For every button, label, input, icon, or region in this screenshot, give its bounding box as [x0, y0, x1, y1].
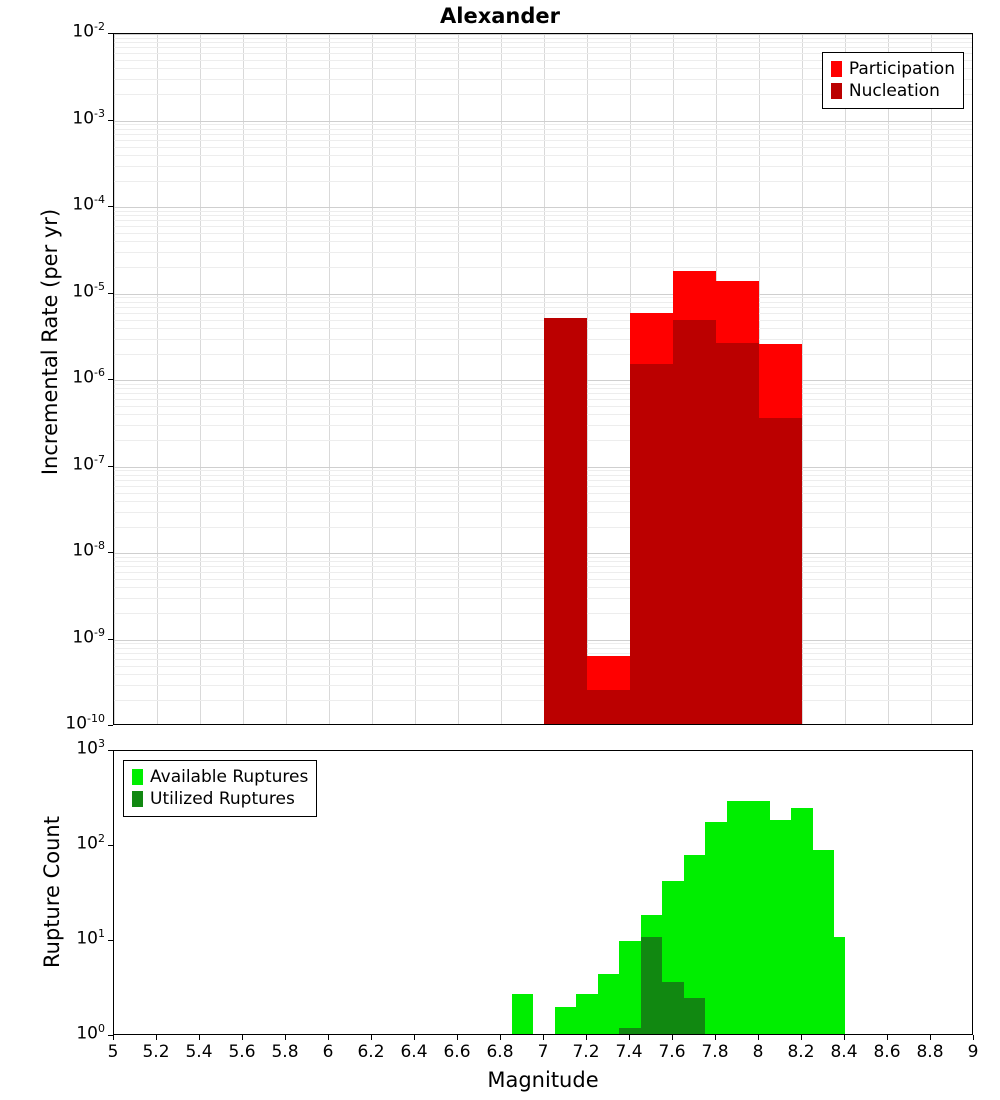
incremental-rate-panel	[113, 33, 973, 725]
y-tick-mark	[108, 379, 113, 380]
bar-utilized-ruptures	[684, 998, 706, 1035]
bar-nucleation	[630, 364, 673, 725]
legend-top	[822, 52, 964, 109]
y-tick-mark	[108, 940, 113, 941]
x-tick-label: 6.6	[443, 1042, 471, 1062]
x-tick-mark	[285, 1035, 286, 1040]
legend-label-available-ruptures: Available Ruptures	[150, 767, 309, 787]
x-tick-label: 6	[322, 1042, 334, 1062]
x-axis-label: Magnitude	[487, 1068, 599, 1092]
legend-label-nucleation: Nucleation	[848, 81, 940, 101]
bar-utilized-ruptures	[662, 982, 684, 1035]
x-tick-label: 8.8	[916, 1042, 944, 1062]
x-tick-label: 8	[752, 1042, 764, 1062]
y-tick-mark	[108, 750, 113, 751]
y-tick-mark	[108, 845, 113, 846]
y-tick-label: $10^3$	[76, 737, 105, 759]
y-tick-mark	[108, 293, 113, 294]
y-axis-label-bottom: Rupture Count	[40, 816, 64, 968]
bar-available-ruptures	[619, 941, 641, 1035]
y-tick-label: $10^{-6}$	[72, 366, 105, 388]
y-tick-label: $10^{-4}$	[72, 193, 105, 215]
x-tick-mark	[457, 1035, 458, 1040]
x-tick-mark	[199, 1035, 200, 1040]
x-tick-label: 5.2	[142, 1042, 170, 1062]
x-tick-label: 9	[967, 1042, 979, 1062]
y-axis-label-top: Incremental Rate (per yr)	[38, 208, 62, 476]
x-tick-mark	[242, 1035, 243, 1040]
bar-available-ruptures	[705, 822, 727, 1035]
x-tick-label: 8.4	[830, 1042, 858, 1062]
bar-available-ruptures	[748, 801, 770, 1035]
bar-available-ruptures	[770, 820, 792, 1035]
x-tick-mark	[930, 1035, 931, 1040]
y-tick-mark	[108, 725, 113, 726]
bars-top	[114, 34, 972, 724]
x-tick-label: 6.4	[400, 1042, 428, 1062]
legend-bottom	[123, 760, 317, 817]
x-tick-label: 6.8	[486, 1042, 514, 1062]
y-tick-label: $10^{-8}$	[72, 539, 105, 561]
legend-label-participation: Participation	[848, 59, 955, 79]
x-tick-label: 7.8	[701, 1042, 729, 1062]
y-tick-mark	[108, 639, 113, 640]
x-tick-mark	[156, 1035, 157, 1040]
x-tick-label: 7.6	[658, 1042, 686, 1062]
legend-swatch-available-ruptures	[132, 769, 143, 785]
y-tick-mark	[108, 552, 113, 553]
legend-item-nucleation	[831, 80, 955, 102]
page-title: Alexander	[440, 4, 560, 28]
legend-item-participation	[831, 58, 955, 80]
x-tick-mark	[586, 1035, 587, 1040]
x-tick-label: 5.8	[271, 1042, 299, 1062]
x-tick-label: 5.4	[185, 1042, 213, 1062]
bar-utilized-ruptures	[641, 937, 663, 1035]
x-tick-mark	[715, 1035, 716, 1040]
legend-label-utilized-ruptures: Utilized Ruptures	[150, 789, 295, 809]
y-tick-label: $10^{-10}$	[65, 712, 105, 734]
bar-nucleation-extra	[759, 418, 802, 725]
bar-available-ruptures-tail	[824, 937, 846, 1035]
bar-nucleation	[716, 343, 759, 725]
y-tick-label: $10^1$	[76, 927, 105, 949]
bar-available-ruptures	[727, 801, 749, 1035]
bar-nucleation	[587, 690, 630, 725]
bar-available-ruptures	[598, 974, 620, 1035]
y-tick-label: $10^2$	[76, 832, 105, 854]
x-tick-mark	[500, 1035, 501, 1040]
y-tick-mark	[108, 206, 113, 207]
y-tick-label: $10^{-2}$	[72, 20, 105, 42]
y-tick-mark	[108, 33, 113, 34]
bar-nucleation	[673, 320, 716, 725]
bar-available-ruptures	[791, 808, 813, 1035]
x-tick-mark	[887, 1035, 888, 1040]
x-tick-label: 6.2	[357, 1042, 385, 1062]
legend-swatch-nucleation	[831, 83, 842, 99]
legend-swatch-utilized-ruptures	[132, 791, 143, 807]
y-tick-label: $10^0$	[76, 1022, 105, 1044]
rupture-count-panel	[113, 750, 973, 1035]
legend-item-utilized-ruptures	[132, 788, 308, 810]
x-tick-label: 7.4	[615, 1042, 643, 1062]
y-tick-label: $10^{-5}$	[72, 279, 105, 302]
x-tick-mark	[629, 1035, 630, 1040]
x-tick-label: 5.6	[228, 1042, 256, 1062]
y-tick-mark	[108, 120, 113, 121]
bar-available-ruptures	[555, 1007, 577, 1035]
x-tick-label: 7.2	[572, 1042, 600, 1062]
x-tick-mark	[543, 1035, 544, 1040]
y-tick-label: $10^{-3}$	[72, 106, 105, 129]
x-tick-label: 5	[107, 1042, 119, 1062]
x-tick-label: 8.6	[873, 1042, 901, 1062]
x-tick-mark	[758, 1035, 759, 1040]
y-tick-mark	[108, 466, 113, 467]
x-tick-mark	[672, 1035, 673, 1040]
x-tick-mark	[844, 1035, 845, 1040]
y-tick-label: $10^{-7}$	[72, 452, 105, 475]
x-tick-mark	[113, 1035, 114, 1040]
bar-available-ruptures	[512, 994, 534, 1035]
legend-swatch-participation	[831, 61, 842, 77]
x-tick-mark	[371, 1035, 372, 1040]
x-tick-label: 7	[537, 1042, 549, 1062]
x-tick-mark	[801, 1035, 802, 1040]
y-tick-label: $10^{-9}$	[72, 625, 105, 648]
x-tick-mark	[414, 1035, 415, 1040]
x-tick-mark	[328, 1035, 329, 1040]
bar-available-ruptures	[576, 994, 598, 1035]
x-tick-mark	[973, 1035, 974, 1040]
legend-item-available-ruptures	[132, 766, 308, 788]
x-tick-label: 8.2	[787, 1042, 815, 1062]
bar-nucleation	[544, 318, 587, 725]
bar-utilized-ruptures	[619, 1028, 641, 1035]
